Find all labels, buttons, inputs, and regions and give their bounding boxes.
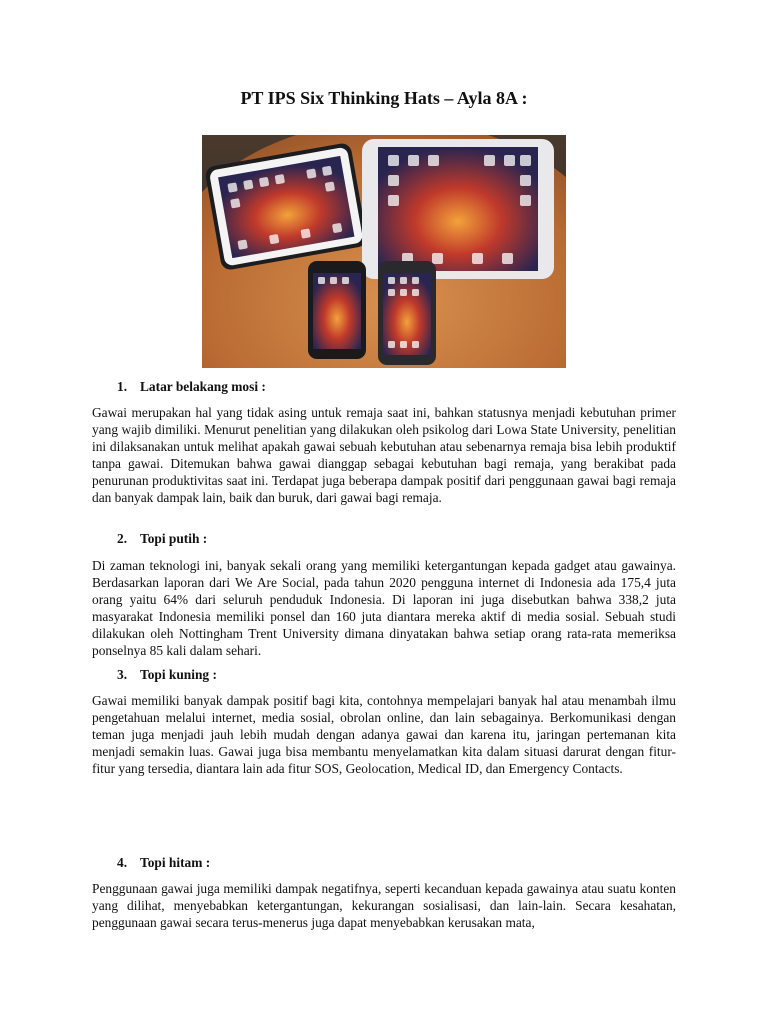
section-number: 4. (117, 855, 128, 870)
section-heading-text: Topi putih : (140, 531, 208, 546)
section-heading-2 (117, 531, 207, 547)
section-heading-text: Topi hitam : (140, 855, 211, 870)
section-number: 1. (117, 379, 128, 394)
section-heading-1 (117, 379, 266, 395)
section-number: 3. (117, 667, 128, 682)
section-heading-text: Topi kuning : (140, 667, 217, 682)
document-title: PT IPS Six Thinking Hats – Ayla 8A : (240, 88, 528, 108)
section-paragraph-2: Di zaman teknologi ini, banyak sekali orang yang memiliki ketergantungan kepada gadget atau gawainya. Berdasarkan laporan dari We Are Social, pada tahun 2020 pengguna internet di Indonesia ada 175,4 juta orang yaitu 64% dari seluruh penduduk Indonesia. Di laporan ini juga disebutkan bahwa 338,2 juta masyarakat Indonesia memiliki ponsel dan 160 juta diantara mereka aktif di media sosial. Sebuah studi dilakukan oleh Nottingham Trent University dimana dinyatakan bahwa setiap orang rata-rata memeriksa ponselnya 85 kali dalam sehari. (92, 558, 676, 658)
tablets-and-phones-photo (202, 135, 566, 368)
photo-illustration (202, 135, 566, 368)
section-paragraph-1: Gawai merupakan hal yang tidak asing untuk remaja saat ini, bahkan statusnya menjadi kebutuhan primer yang wajib dimiliki. Menurut penelitian yang dilakukan oleh psikolog dari Lowa State University, penelitian ini dilaksanakan untuk melihat apakah gawai sebuah kebutuhan atau sebenarnya remaja bisa lebih produktif tanpa gawai. Ditemukan bahwa gawai dianggap sebagai kebutuhan bagi remaja, yang berakibat pada penurunan produktivitas saat ini. Terdapat juga beberapa dampak positif dari penggunaan gawai bagi remaja dan banyak dampak lain, baik dan buruk, dari gawai bagi remaja. (92, 405, 676, 505)
section-paragraph-3: Gawai memiliki banyak dampak positif bagi kita, contohnya mempelajari banyak hal atau menambah ilmu pengetahuan melalui internet, media sosial, obrolan online, dan lain sebagainya. Berkomunikasi dengan teman juga menjadi jauh lebih mudah dengan adanya gawai dan karena itu, jaringan pertemanan kita menjadi semakin luas. Gawai juga bisa membantu menyelamatkan kita dalam situasi darurat dengan fitur-fitur yang tersedia, diantara lain ada fitur SOS, Geolocation, Medical ID, dan Emergency Contacts. (92, 693, 676, 776)
section-heading-3 (117, 667, 217, 683)
section-heading-4 (117, 855, 210, 871)
section-heading-text: Latar belakang mosi : (140, 379, 266, 394)
section-paragraph-4: Penggunaan gawai juga memiliki dampak negatifnya, seperti kecanduan kepada gawainya atau suatu konten yang dilihat, menyebabkan ketergantungan, kekurangan sosialisasi, dan lain-lain. Secara kesahatan, penggunaan gawai secara terus-menerus juga dapat menyebabkan kerusakan mata, (92, 881, 676, 930)
section-number: 2. (117, 531, 128, 546)
